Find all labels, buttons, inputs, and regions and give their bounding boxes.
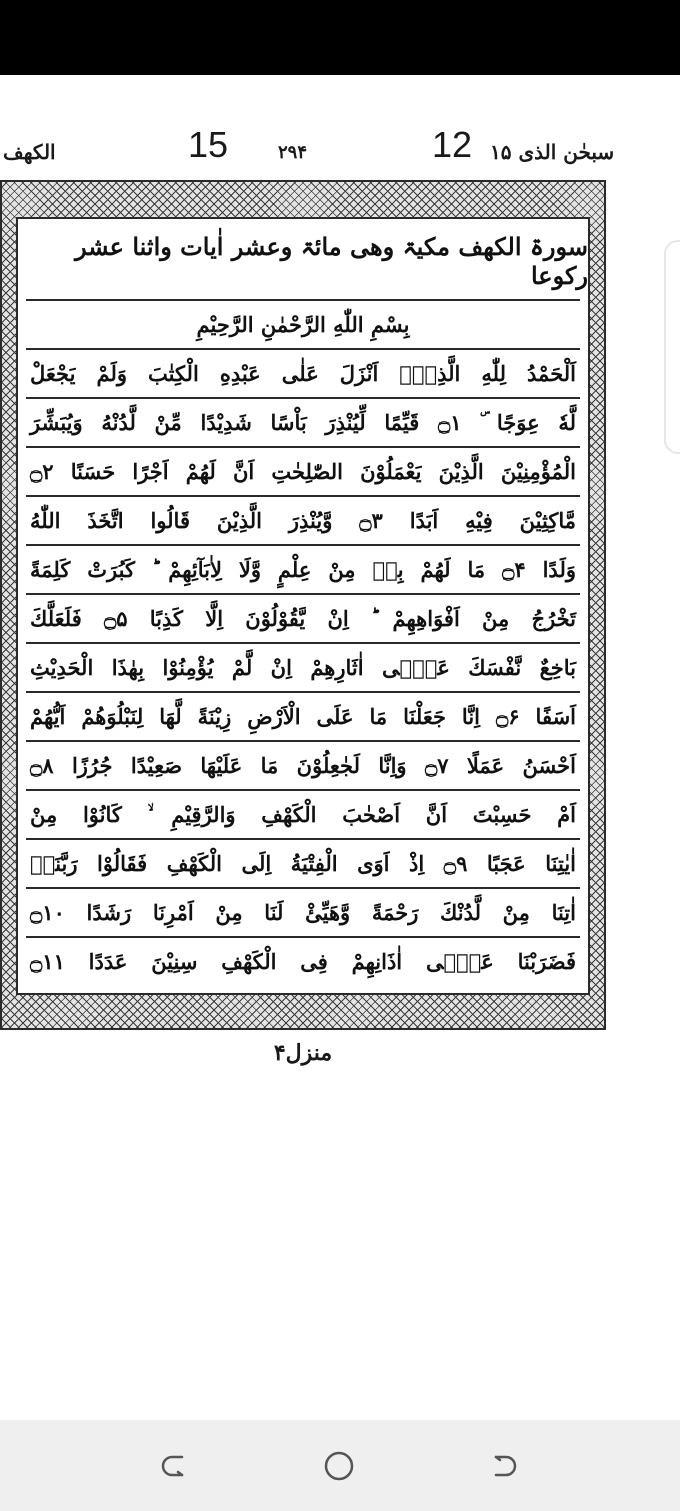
surah-title-banner: سورۃ الکھف مکیۃ وھی مائۃ وعشر اٰیات واثنا عشر رکوعا (75, 232, 588, 290)
text-line-14: فَضَرَبْنَا عَلٰۤى اٰذَانِهِمْ فِى الْكَهْفِ سِنِيْنَ عَدَدًا ۝۱۱ (26, 936, 580, 985)
header-para-number: 15 (188, 124, 229, 165)
text-line-10: اَحْسَنُ عَمَلًا ۝۷ وَاِنَّا لَجٰعِلُوْنَ مَا عَلَيْهَا صَعِيْدًا جُرُزًا ۝۸ (26, 740, 580, 789)
quran-page[interactable] (16, 217, 590, 995)
edge-panel-handle[interactable] (664, 240, 680, 454)
status-bar (0, 0, 680, 75)
bismillah: بِسْمِ اللّٰهِ الرَّحْمٰنِ الرَّحِيْمِ (196, 312, 410, 337)
text-line-2: اَلْحَمْدُ لِلّٰهِ الَّذِيْۤ اَنْزَلَ عَلٰى عَبْدِهِ الْكِتٰبَ وَلَمْ يَجْعَلْ (26, 348, 580, 397)
manzil-label: منزل۴ (273, 1040, 333, 1066)
text-line-9: اَسَفًا ۝۶ اِنَّا جَعَلْنَا مَا عَلَى الْاَرْضِ زِيْنَةً لَّهَا لِنَبْلُوَهُمْ اَيُّهُمْ (26, 691, 580, 740)
text-line-1 (26, 299, 580, 348)
text-line-7: تَخْرُجُ مِنْ اَفْوَاهِهِمْ ؕ اِنْ يَّقُوْلُوْنَ اِلَّا كَذِبًا ۝۵ فَلَعَلَّكَ (26, 593, 580, 642)
back-icon[interactable] (158, 1448, 194, 1484)
text-line-12: اٰيٰتِنَا عَجَبًا ۝۹ اِذْ اَوَى الْفِتْيَةُ اِلَى الْكَهْفِ فَقَالُوْا رَبَّنَاۤ (26, 838, 580, 887)
text-line-13: اٰتِنَا مِنْ لَّدُنْكَ رَحْمَةً وَّهَيِّئْ لَنَا مِنْ اَمْرِنَا رَشَدًا ۝۱۰ (26, 887, 580, 936)
page-header (0, 110, 620, 170)
recents-icon[interactable] (486, 1448, 522, 1484)
text-line-5: مَّاكِثِيْنَ فِيْهِ اَبَدًا ۝۳ وَّيُنْذِرَ الَّذِيْنَ قَالُوا اتَّخَذَ اللّٰهُ (26, 495, 580, 544)
home-icon[interactable] (321, 1448, 357, 1484)
text-line-6: وَلَدًا ۝۴ مَا لَهُمْ بِهٖ مِنْ عِلْمٍ وَّلَا لِاٰبَآئِهِمْ ؕ كَبُرَتْ كَلِمَةً (26, 544, 580, 593)
header-surah-name: الکھف (3, 140, 56, 164)
text-line-3: لَّهٗ عِوَجًا ۜ ۝۱ قَيِّمًا لِّيُنْذِرَ بَاْسًا شَدِيْدًا مِّنْ لَّدُنْهُ وَيُبَشِّرَ (26, 397, 580, 446)
header-juz-name: سبحٰن الذی ۱۵ (490, 140, 615, 164)
text-line-11: اَمْ حَسِبْتَ اَنَّ اَصْحٰبَ الْكَهْفِ وَالرَّقِيْمِ ۙ كَانُوْا مِنْ (26, 789, 580, 838)
navigation-bar (0, 1420, 680, 1511)
text-line-8: بَاخِعٌ نَّفْسَكَ عَلٰۤى اٰثَارِهِمْ اِنْ لَّمْ يُؤْمِنُوْا بِهٰذَا الْحَدِيْثِ (26, 642, 580, 691)
header-page-number: ۲۹۴ (278, 142, 308, 163)
text-line-4: الْمُؤْمِنِيْنَ الَّذِيْنَ يَعْمَلُوْنَ الصّٰلِحٰتِ اَنَّ لَهُمْ اَجْرًا حَسَنًا ۝۲ (26, 446, 580, 495)
header-juz-number: 12 (432, 124, 473, 165)
quran-page-frame (0, 180, 606, 1030)
